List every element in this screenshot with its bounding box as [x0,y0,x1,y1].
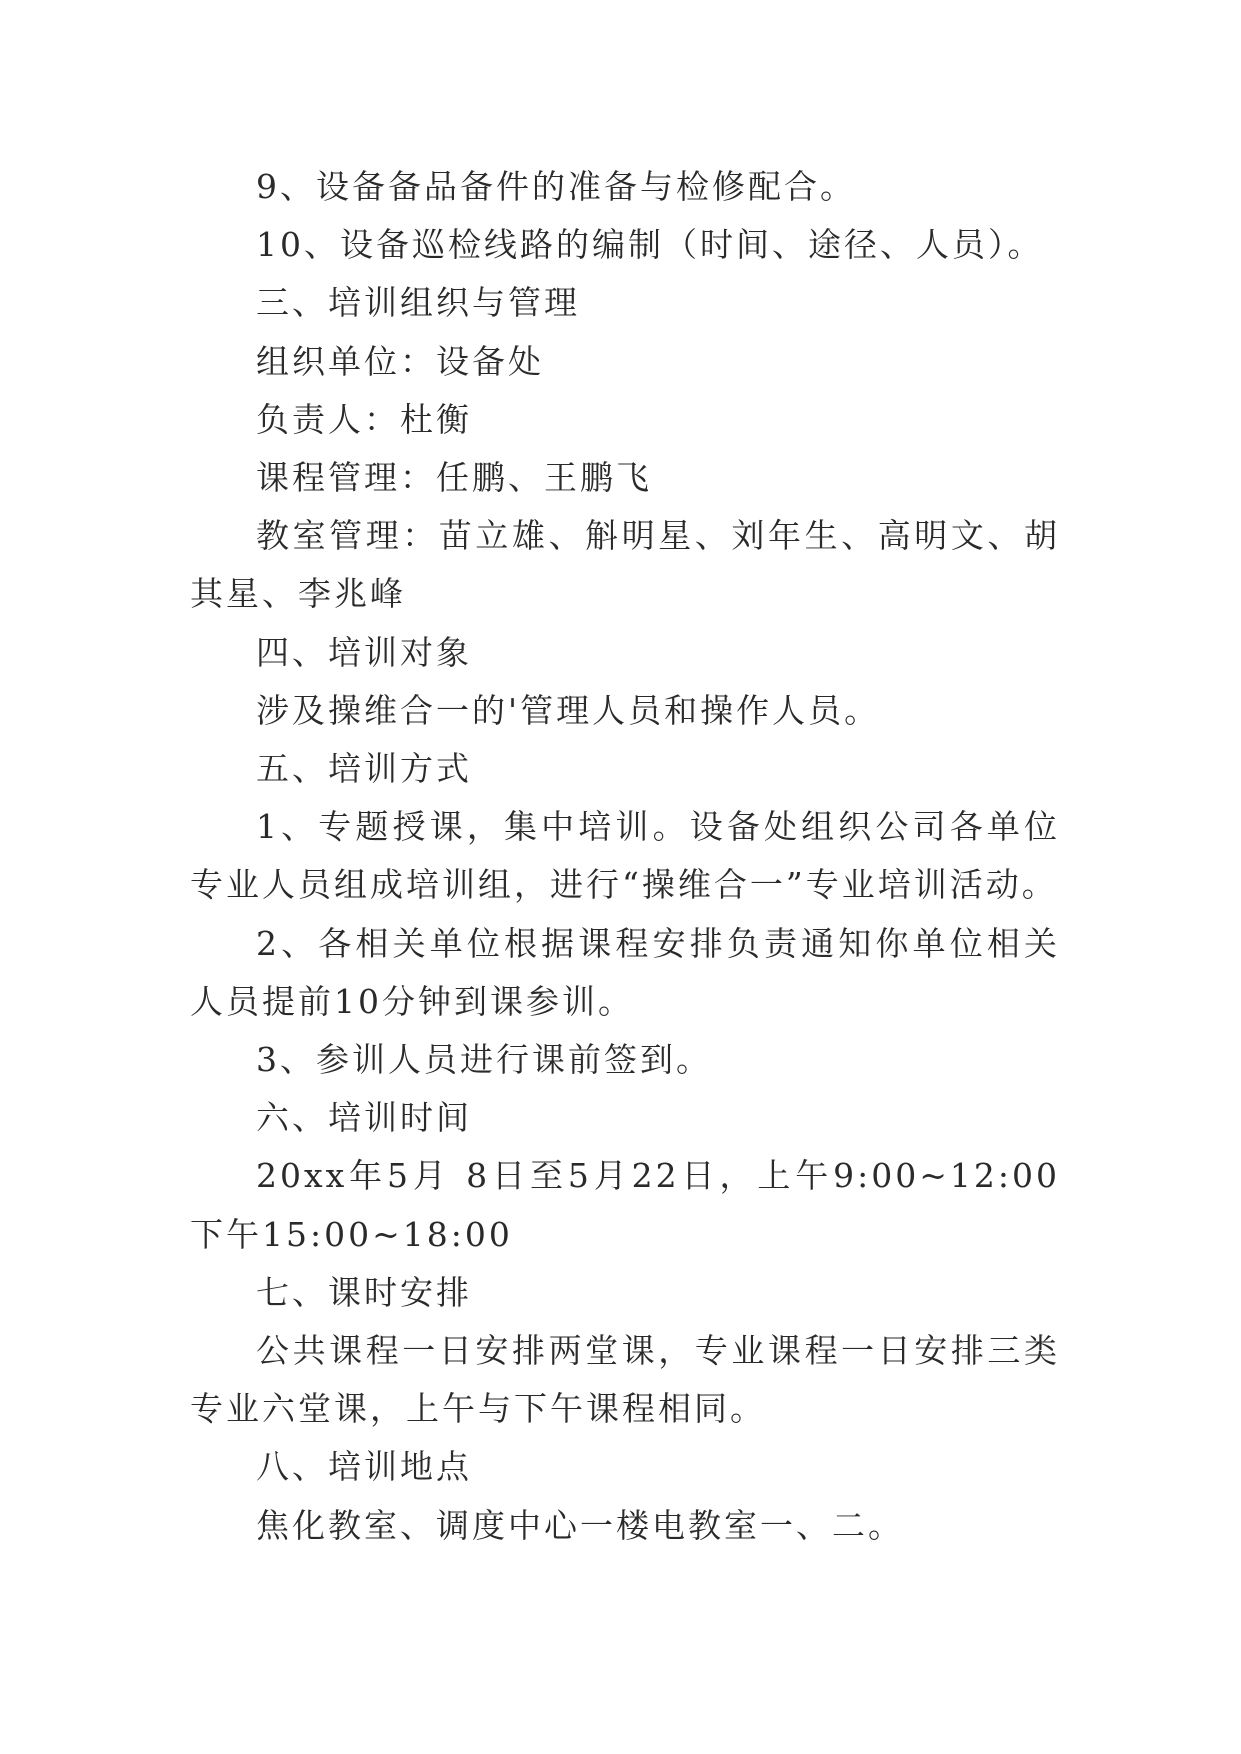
paragraph: 负责人：杜衡 [256,399,472,439]
paragraph: 课程管理：任鹏、王鹏飞 [256,458,652,498]
section-heading: 五、培训方式 [256,749,472,789]
section-heading: 三、培训组织与管理 [256,283,580,323]
paragraph: 2、各相关单位根据课程安排负责通知你单位相关人员提前10分钟到课参训。 [190,923,1060,1021]
paragraph: 教室管理：苗立雄、斛明星、刘年生、高明文、胡其星、李兆峰 [190,516,1060,614]
section-heading: 六、培训时间 [256,1098,472,1138]
paragraph: 20xx年5月 8日至5月22日，上午9:00~12:00 下午15:00~18:00 [190,1156,1060,1254]
paragraph: 9、设备备品备件的准备与检修配合。 [256,167,856,206]
paragraph: 组织单位：设备处 [256,341,544,381]
paragraph: 1、专题授课，集中培训。设备处组织公司各单位专业人员组成培训组，进行“操维合一”专业培训活动。 [190,807,1060,905]
section-heading: 七、课时安排 [256,1272,472,1312]
paragraph: 3、参训人员进行课前签到。 [256,1040,712,1080]
paragraph: 涉及操维合一的'管理人员和操作人员。 [256,690,881,730]
paragraph: 公共课程一日安排两堂课，专业课程一日安排三类专业六堂课，上午与下午课程相同。 [190,1331,1060,1429]
document-body [190,158,1060,1555]
paragraph: 10、设备巡检线路的编制（时间、途径、人员）。 [256,225,1044,265]
section-heading: 八、培训地点 [256,1447,472,1487]
paragraph: 焦化教室、调度中心一楼电教室一、二。 [256,1505,904,1545]
section-heading: 四、培训对象 [256,632,472,672]
